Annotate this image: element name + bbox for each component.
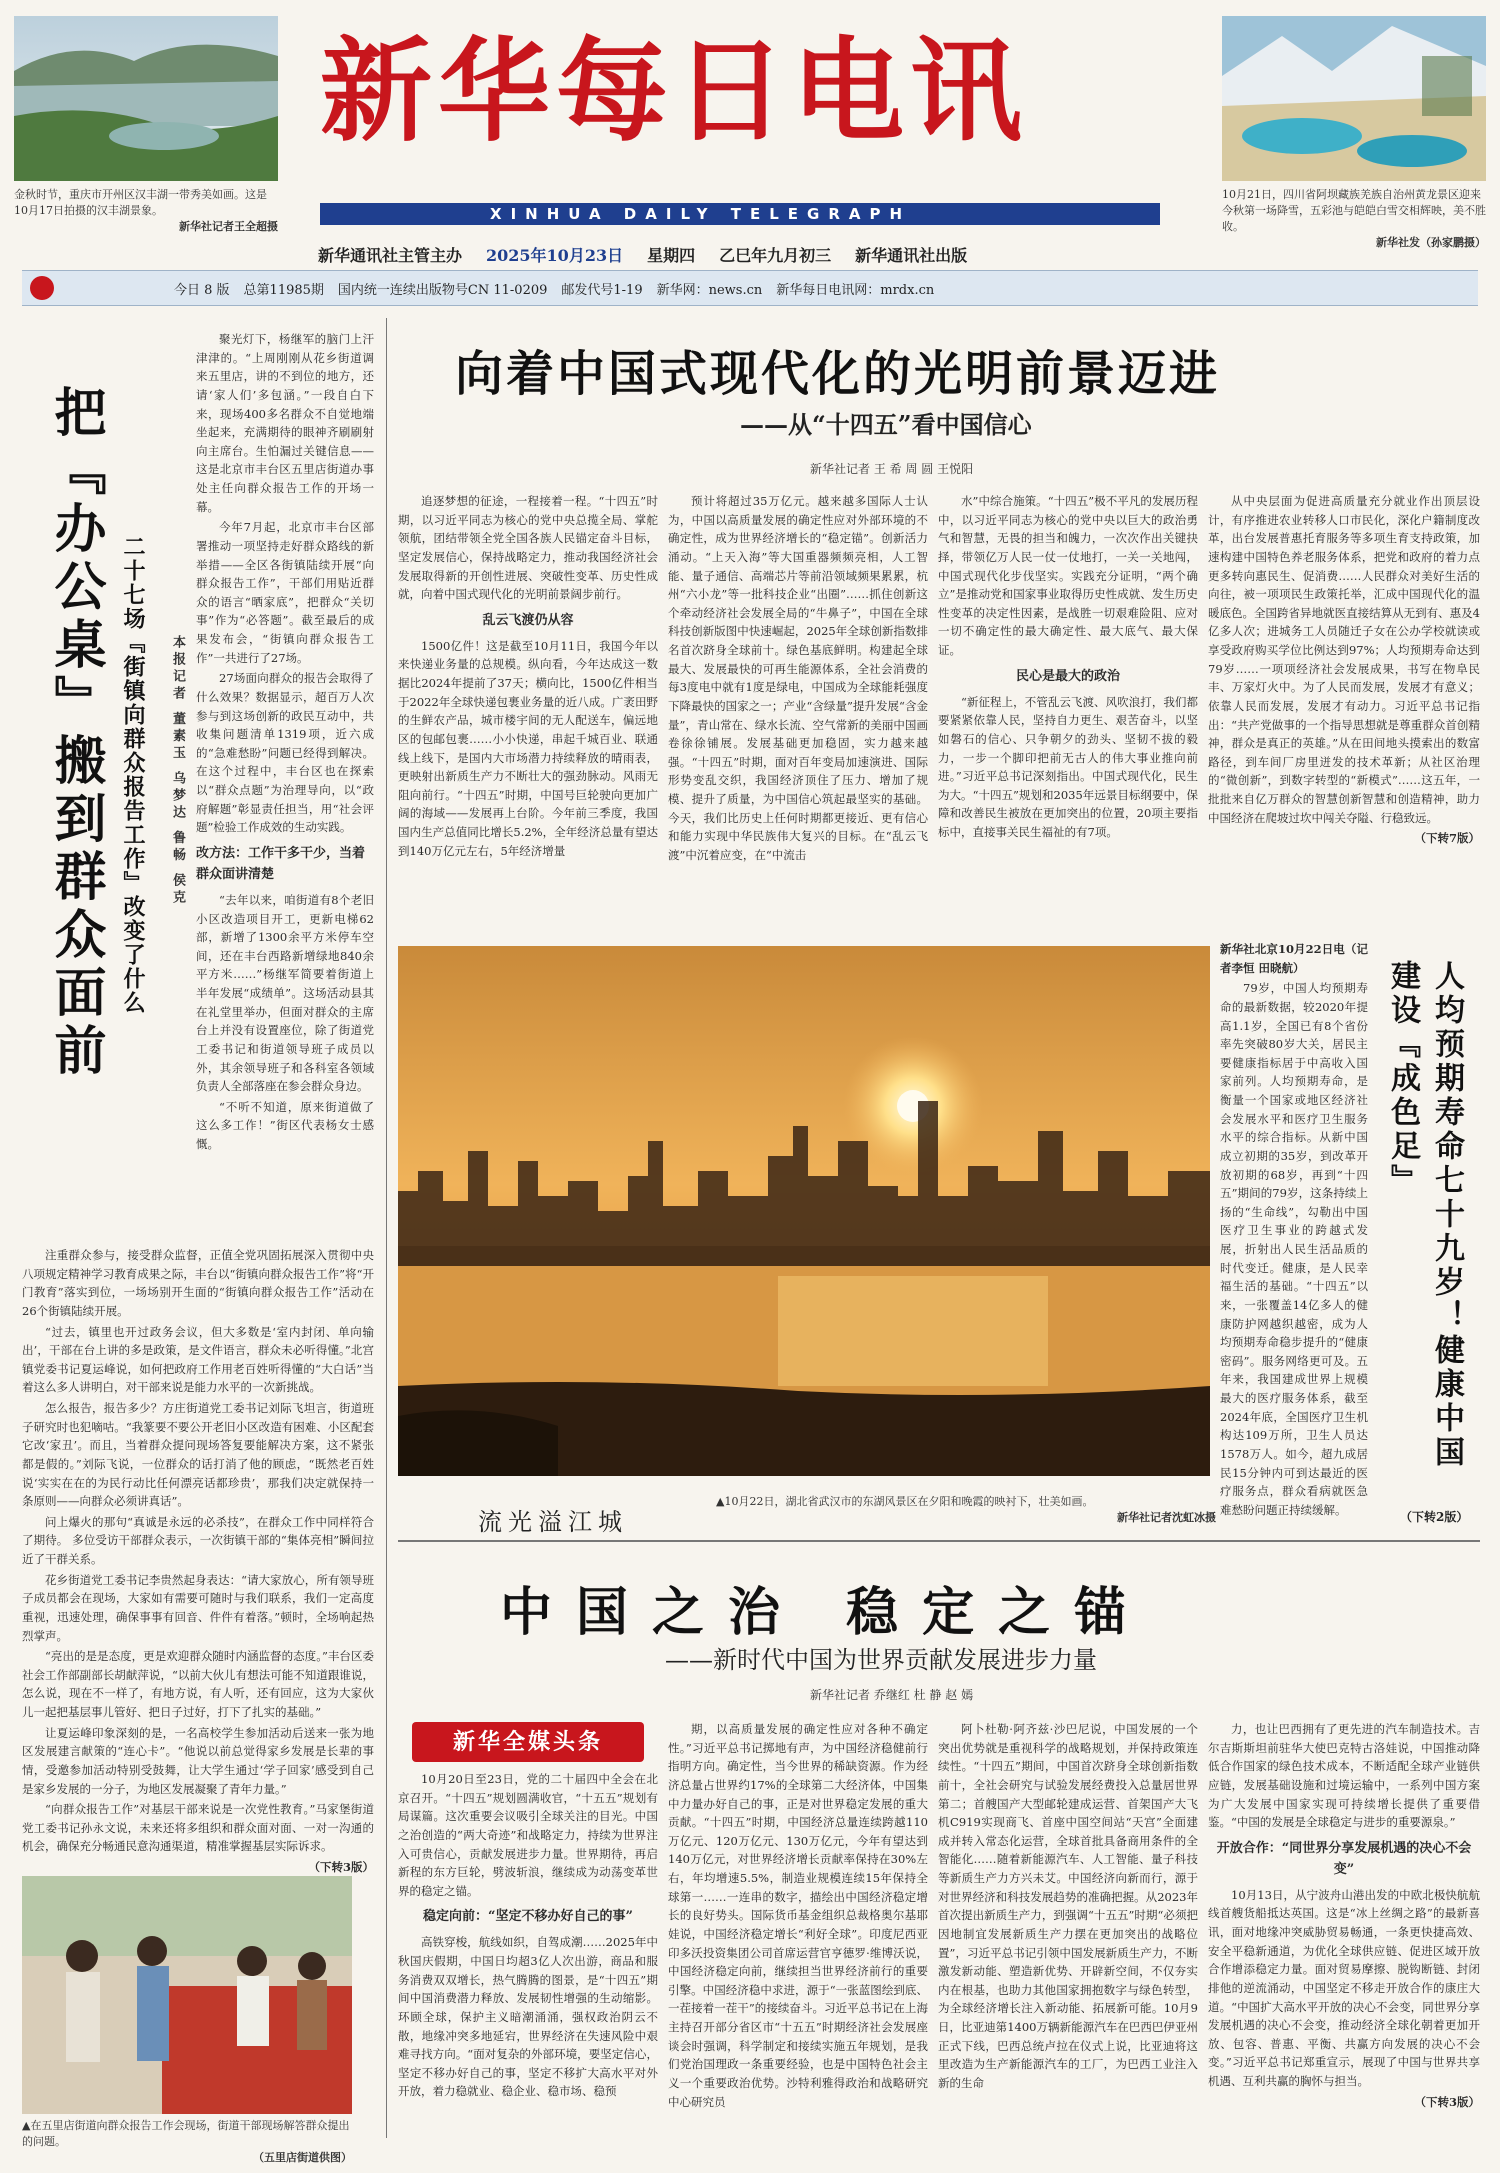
site-news[interactable]: 新华网：news.cn <box>656 282 763 298</box>
lead-column-1: 追逐梦想的征途，一程接着一程。“十四五”时期，以习近平同志为核心的党中央总揽全局、掌舵领航，团结带领全党全国各族人民锚定奋斗目标，坚定发展信心，保持战略定力，推动我国经济社会发展取得新的开创性进展、突破性变革、历史性成就，向着中国式现代化的光明前景阔步前行。 乱云飞渡仍从容 1500亿件！这是截至10月11日，我国今年以来快递业务量的总规模。纵向看，今年达成这一数据比2024年提前了37天；横向比，1500亿件相当于2022年全球快递包裹业务量的近八成。广袤田野的生鲜农产品，城市楼宇间的无人配送车，偏远地区的包邮包裹……小小快递，串起千城百业、联通线上线下，是国内大市场潜力持续释放的晴雨表，更映射出新质生产力不断壮大的强劲脉动。风雨无阻向前行。“十四五”时期，中国号巨轮驶向更加广阔的海域——发展再上台阶。今年前三季度，我国国内生产总值同比增长5.2%，全年经济总量有望达到140万亿元左右，5年经济增量 <box>398 494 658 858</box>
main-photo <box>398 946 1210 1476</box>
anchor-bylines: 新华社记者 乔继红 杜 静 赵 嫣 <box>810 1688 974 1702</box>
left-story-subtitle: 二十七场『街镇向群众报告工作』改变了什么 <box>120 535 146 1015</box>
sunset-city-image <box>398 946 1210 1476</box>
snow-pools-image <box>1222 16 1486 181</box>
life-story-lead: 新华社北京10月22日电（记者李恒 田晓航） <box>1220 942 1368 975</box>
anchor-subhead-1: 稳定向前：“坚定不移办好自己的事” <box>423 1909 633 1925</box>
publisher: 新华通讯社出版 <box>855 246 968 265</box>
site-mrdx[interactable]: 新华每日电讯网：mrdx.cn <box>776 282 935 298</box>
anchor-column-4: 力，也让巴西拥有了更先进的汽车制造技术。吉尔吉斯斯坦前驻华大使巴克特古洛娃说，中国推动降低合作国家的绿色技术成本，不断适配全球产业链供应链，发展基础设施和过境运输中，一系列中国方案为广大发展中国家实现可持续增长提供了重要借鉴。“中国的发展是全球稳定与进步的重要源泉。” 开放合作：“同世界分享发展机遇的决心不会变” 10月13日，从宁波舟山港出发的中欧北极快航航线首艘货船抵达英国。这是“冰上丝绸之路”的最新喜讯，面对地缘冲突威胁贸易畅通，一条更快捷高效、安全平稳新通道，为优化全球供应链、促进区域开放合作增添稳定力量。面对贸易摩擦、脱钩断链、封闭排他的逆流涌动，中国坚定不移走开放合作的康庄大道。“中国扩大高水平开放的决心不会变，同世界分享发展机遇的决心不会变，推动经济全球化朝着更加开放、包容、普惠、平衡、共赢方向发展的决心不会变。”习近平总书记郑重宣示，展现了中国与世界共享机遇、互利共赢的胸怀与担当。 （下转3版） <box>1208 1720 1480 2165</box>
photo-caption: ▲10月22日，湖北省武汉市的东湖风景区在夕阳和晚霞的映衬下，壮美如画。 新华社记者沈虹冰摄 <box>716 1495 1216 1524</box>
lead-subhead-3: 民心是最大的政治 <box>1015 668 1120 684</box>
life-story-turn: （下转2版） <box>1400 1510 1469 1524</box>
section-divider <box>398 1540 1480 1542</box>
left-photo-caption: ▲在五里店街道向群众报告工作会现场，街道干部现场解答群众提出的问题。 （五里店街道供图） <box>22 2119 352 2164</box>
anchor-column-3: 阿卜杜勒·阿齐兹·沙巴尼说，中国发展的一个突出优势就是重视科学的战略规划，并保持政策连续性。“十四五”期间，中国首次跻身全球创新指数前十，全社会研究与试验发展经费投入总量居世界第二；首艘国产大型邮轮建成运营、首架国产大飞机C919实现商飞、首座中国空间站“天宫”全面建成并转入常态化运营，全球首批具备商用条件的全智能化……随着新能源汽车、人工智能、量子科技等新质生产力方兴未艾。中国经济向新而行，源于对世界经济和科技发展趋势的准确把握。从2023年首次提出新质生产力，到强调“十五五”时期“必须把因地制宜发展新质生产力摆在更加突出的战略位置”，习近平总书记引领中国发展新质生产力，不断激发新动能、塑造新优势、开辟新空间，不仅夯实内在根基，也助力其他国家拥抱数字与绿色转型，为全球经济增长注入新动能、拓展新可能。10月9日，比亚迪第1400万辆新能源汽车在巴西巴伊亚州正式下线，巴西总统卢拉在仪式上说，比亚迪将这里改造为生产新能源汽车的工厂，为巴西工业注入新的生命 <box>938 1722 1198 2090</box>
postal-code: 邮发代号1-19 <box>561 282 643 298</box>
masthead-title: 新华每日电讯 <box>320 26 1028 157</box>
anchor-column-1: 10月20日至23日，党的二十届四中全会在北京召开。“十四五”规划圆满收官，“十五五”规划有局谋篇。这次重要会议吸引全球关注的目光。中国之治创造的“两大奇迹”和战略定力，持续为世界注入可贵信心，贡献发展进步力量。世界期待，再启新程的东方巨轮，劈波斩浪，继续成为动荡变革世界的稳定之锚。 稳定向前：“坚定不移办好自己的事” 高铁穿梭，航线如织，自驾成潮……2025年中秋国庆假期，中国日均超3亿人次出游，商品和服务消费双双增长，热气腾腾的图景，是“十四五”期间中国消费潜力释放、发展韧性增强的生动缩影。环顾全球，保护主义暗潮涌涌，强权政治阴云不散，地缘冲突多地延宕，世界经济在失速风险中艰难寻找方向。“面对复杂的外部环境，要坚定信心，坚定不移办好自己的事，坚定不移扩大高水平对外开放，着力稳就业、稳企业、稳市场、稳预 <box>398 1772 658 2099</box>
lead-column-2: 预计将超过35万亿元。越来越多国际人士认为，中国以高质量发展的确定性应对外部环境的不确定性，成为世界经济增长的“稳定锚”。创新活力涌动。“上天入海”等大国重器频频亮相，人工智能、量子通信、高端芯片等前沿领域频果累累，杭州“六小龙”等一批科技企业“出圈”……抓住创新这个牵动经济社会发展全局的“牛鼻子”，中国在全球科技创新版图中快速崛起，2025年全球创新指数排名首次跻身全球前十。绿色基底鲜明。构建起全球最大、发展最快的可再生能源体系，全社会消费的每3度电中就有1度是绿电，中国成为全球能耗强度下降最快的国家之一；产业“含绿量”提升发展“含金量”，青山常在、绿水长流、空气常新的美丽中国画卷徐徐铺展。发展基础更加稳固，实力越来越强。“十四五”时期，面对百年变局加速演进、国际形势变乱交织，我国经济顶住了压力、增加了规模、提升了质量，为中国信心筑起最坚实的基础。今天，我们比历史上任何时期都更接近、更有信心和能力实现中华民族伟大复兴的目标。在“乱云飞渡”中沉着应变，在“中流击 <box>668 494 928 862</box>
issue-date: 2025年10月23日 <box>486 246 624 265</box>
anchor-subhead-4: 开放合作：“同世界分享发展机遇的决心不会变” <box>1216 1840 1472 1877</box>
anchor-subheadline: ——新时代中国为世界贡献发展进步力量 <box>665 1646 1097 1674</box>
anchor-turn: （下转3版） <box>1414 2094 1480 2109</box>
photo-title: 流光溢江城 <box>478 1508 628 1536</box>
lead-headline: 向着中国式现代化的光明前景迈进 <box>455 346 1221 402</box>
anchor-headline: 中国之治 稳定之锚 <box>500 1582 1151 1643</box>
cn-number: 国内统一连续出版物号CN 11-0209 <box>337 282 548 298</box>
lead-bylines: 新华社记者 王 希 周 圆 王悦阳 <box>810 462 974 476</box>
life-story-title: 人均预期寿命七十九岁！健康中国建设『成色足』 <box>1385 960 1464 1470</box>
ear-left-caption: 金秋时节，重庆市开州区汉丰湖一带秀美如画。这是10月17日拍摄的汉丰湖景象。 新华社记者王全超摄 <box>14 188 278 233</box>
ear-right-caption: 10月21日，四川省阿坝藏族羌族自治州黄龙景区迎来今秋第一场降雪，五彩池与皑皑白雪交相辉映，美不胜收。 新华社发（孙家鹏摄） <box>1222 188 1486 249</box>
masthead-meta <box>318 243 1218 266</box>
left-story-lower-column: 注重群众参与，接受群众监督，正值全党巩固拓展深入贯彻中央八项规定精神学习教育成果之际，丰台以“街镇向群众报告工作”将“开门教育”落实到位，一场场别开生面的“街镇向群众报告工作”活动在26个街镇陆续开展。 “过去，镇里也开过政务会议，但大多数是‘室内封闭、单向输出’，干部在台上讲的多是政策，是文件语言，群众未必听得懂。”北宫镇党委书记夏运峰说，如何把政府工作用老百姓听得懂的“大白话”当着这么多人讲明白，对干部来说是能力水平的一次新挑战。 怎么报告，报告多少？方庄街道党工委书记刘际飞坦言，街道班子研究时也犯嘀咕。“我篆要不要公开老旧小区改造有困难、小区配套它改‘家丑’。而且，当着群众提问现场答复要能解决方案，这不紧张都是假的。”刘际飞说，一位群众的话打消了他的顾虑，“既然老百姓说‘实实在在的为民行动比任何漂亮话都珍贵’，那我们决定就保持一条原则——向群众必须讲真话”。 问上爆火的那句“真诚是永远的必杀技”，在群众工作中同样符合了期待。 多位受访干部群众表示，一次街镇干部的“集体亮相”瞬间拉近了干群关系。 花乡街道党工委书记李贵然起身表达：“请大家放心，所有领导班子成员都会在现场，大家如有需要可随时与我们联系，我们一定高度重视，迅速处理，确保事事有回音、件件有着落。”顿时，全场响起热烈掌声。 “亮出的是是态度，更是欢迎群众随时内涵监督的态度。”丰台区委社会工作部副部长胡献萍说，“以前大伙儿有想法可能不知道跟谁说，怎么说，现在不一样了，有地方说，有人听，还有回应，这为大家伙儿一起把基层事儿管好、把日子过好，打下了扎实的基础。” 让夏运峰印象深刻的是，一名高校学生参加活动后送来一张为地区发展建言献策的“连心卡”。“他说以前总觉得家乡发展是长辈的事情，受邀参加活动特别受鼓舞，让大学生通过‘学子回家’感受到自己是家乡发展的一分子，为地区发展凝聚了青年力量。” “向群众报告工作”对基层干部来说是一次党性教育。”马家堡街道党工委书记孙永文说，未来还将多组织和群众面对面、一对一沟通的机会，确保充分畅通民意沟通渠道，精准掌握基层实际诉求。 （下转3版） <box>22 1246 374 1866</box>
issue-number: 总第11985期 <box>243 282 324 298</box>
weekday: 星期四 <box>647 246 696 265</box>
left-story-photo <box>22 1876 352 2114</box>
left-story-title: 把『办公桌』搬到群众面前 <box>45 385 106 1081</box>
left-story-top-column: 聚光灯下，杨继军的脑门上汗津津的。“上周刚刚从花乡街道调来五里店，讲的不到位的地方，还请‘家人们’多包涵。”一段自白下来，现场400多名群众不自觉地端坐起来，充满期待的眼神齐刷刷射向主席台。生怕漏过关键信息——这是北京市丰台区五里店街道办事处主任向群众报告工作的开场一幕。 今年7月起，北京市丰台区部署推动一项坚持走好群众路线的新举措——全区各街镇陆续开展“向群众报告工作”，干部们用贴近群众的语言“晒家底”，把群众“关切事”作为“必答题”。截至最后的成果发布会，“街镇向群众报告工作”一共进行了27场。 27场面向群众的报告会取得了什么效果？数据显示，超百万人次参与到这场创新的政民互动中，共收集问题清单1319项，近六成的“急难愁盼”问题已经得到解决。在这个过程中，丰台区也在探索以“群众点题”为治理导向，以“政府解题”彰显责任担当，用“社会评题”检验工作成效的生动实践。 改方法：工作干多干少，当着群众面讲清楚 “去年以来，咱街道有8个老旧小区改造项目开工，更新电梯62部，新增了1300余平方米停车空间，还在丰台西路新增绿地840余平方米……”杨继军简要着街道上半年发展“成绩单”。这场活动县其在礼堂里举办，但面对群众的主席台上并没有设置座位，除了街道党工委书记和街道领导班子成员以外，其余领导班子和各科室各领域负责人全部落座在参会群众身边。 “不听不知道，原来街道做了这么多工作！”街区代表杨女士感慨。 <box>196 332 374 1152</box>
lead-turn: （下转7版） <box>1414 831 1480 846</box>
xinhua-logo-icon <box>30 276 54 300</box>
left-story-turn: （下转3版） <box>308 1860 374 1874</box>
left-story-reporters: 本报记者 董素玉 乌梦达 鲁畅 侯克 <box>170 635 185 908</box>
lake-landscape-image <box>14 16 278 181</box>
lunar-date: 乙巳年九月初三 <box>719 246 832 265</box>
lead-subheadline: ——从“十四五”看中国信心 <box>740 410 1032 439</box>
lead-subhead-1: 乱云飞渡仍从容 <box>482 612 574 628</box>
headline-badge: 新华全媒头条 <box>412 1722 644 1762</box>
ear-left-photo <box>14 16 278 181</box>
life-story-column: 新华社北京10月22日电（记者李恒 田晓航） 79岁，中国人均预期寿命的最新数据，较2020年提高1.1岁，全国已有8个省份率先突破80岁大关，居民主要健康指标居于中高收入国家前列。人均预期寿命，是衡量一个国家或地区经济社会发展水平和医疗卫生服务水平的综合指标。从新中国成立初期的35岁，到改革开放初期的68岁，再到“十四五”期间的79岁，这条持续上扬的“生命线”，勾勒出中国医疗卫生事业的跨越式发展，折射出人民生活品质的时代变迁。健康，是人民幸福生活的基础。“十四五”以来，一张覆盖14亿多人的健康防护网越织越密，成为人均预期寿命稳步提升的“健康密码”。服务网络更可及。五年来，我国建成世界上规模最大的医疗服务体系，截至2024年底，全国医疗卫生机构达109万所，卫生人员达1578万人。如今，超九成居民15分钟内可到达最近的医疗服务点，群众看病就医急难愁盼问题正持续缓解。 <box>1220 942 1368 1517</box>
page-count: 今日 8 版 <box>174 282 230 298</box>
masthead-english: XINHUA DAILY TELEGRAPH <box>490 205 912 223</box>
masthead <box>320 28 1180 228</box>
lead-column-3: 水”中综合施策。“十四五”极不平凡的发展历程中，以习近平同志为核心的党中央以巨大的政治勇气和智慧，无畏的担当和魄力，一次次作出关键抉择，带领亿万人民一仗一仗地打，一关一关地闯，中国式现代化步伐坚实。实践充分证明，“两个确立”是推动党和国家事业取得历史性成就、发生历史性变革的决定性因素，是战胜一切艰难险阻、应对一切不确定性的最大确定性、最大底气、最大保证。 民心是最大的政治 “新征程上，不管乱云飞渡、风吹浪打，我们都要紧紧依靠人民，坚持自力更生、艰苦奋斗，以坚如磐石的信心、只争朝夕的劲头、坚韧不拔的毅力，一步一个脚印把前无古人的伟大事业推向前进。”习近平总书记深刻指出。中国式现代化，民生为大。“十四五”规划和2035年远景目标纲要中，保障和改善民生被放在更加突出的位置，20项主要指标中，直接事关民生福祉的有7项。 <box>938 494 1198 840</box>
column-rule-left <box>386 318 387 2138</box>
ear-right-photo <box>1222 16 1486 181</box>
lead-column-4: 从中央层面为促进高质量充分就业作出顶层设计，有序推进农业转移人口市民化，深化户籍制度改革，出台发展普惠托育服务等多项生育支持政策，加速构建中国特色养老服务体系，把党和政府的着力点更多转向惠民生、促消费……人民群众对美好生活的向往，被一项项民生政策托举，汇成中国现代化的温暖底色。全国跨省异地就医直接结算从无到有、惠及4亿多人次；进城务工人员随迁子女在公办学校就读或享受政府购买学位比例达到97%；人均预期寿命达到79岁……一项项经济社会发展成果，书写在物阜民丰、万家灯火中。为了人民而发展，发展才有意义；依靠人民而发展，发展才有动力。习近平总书记指出：“共产党做事的一个指导思想就是尊重群众首创精神，群众是真正的英雄。”从在田间地头摸索出的数富路径，到车间厂房里迸发的技术革新；从社区治理的“微创新”，到数字转型的“新模式”……这五年，一批批来自亿万群众的智慧创新智慧和创造精神，助力中国经济在爬坡过坎中闯关夺隘、行稳致远。 （下转7版） <box>1208 492 1480 910</box>
info-bar <box>22 270 1478 306</box>
left-subhead: 改方法：工作干多干少，当着群众面讲清楚 <box>196 845 366 882</box>
sponsor: 新华通讯社主管主办 <box>318 246 463 265</box>
meeting-photo-image <box>22 1876 352 2114</box>
anchor-column-2: 期，以高质量发展的确定性应对各种不确定性。”习近平总书记掷地有声，为中国经济稳健前行指明方向。确定性，当今世界的稀缺资源。作为经济总量占世界约17%的全球第二大经济体，中国集中力量办好自己的事，正是对世界稳定发展的重大贡献。“十四五”时期，中国经济总量连续跨越110万亿元、120万亿元、130万亿元，今年有望达到140万亿元，对世界经济增长贡献率保持在30%左右，年均增速5.5%，制造业规模连续15年保持全球第一……一连串的数字，描绘出中国经济稳定增长的良好势头。国际货币基金组织总裁格奥尔基耶娃说，中国经济稳定增长“利好全球”。印度尼西亚印多沃投资集团公司首席运营官亨德罗·维博沃说，中国经济稳定向前，继续担当世界经济前行的重要引擎。中国经济稳中求进，源于“一张蓝图绘到底、一茬接着一茬干”的接续奋斗。习近平总书记在上海主持召开部分省区市“十五五”时期经济社会发展座谈会时强调，科学制定和接续实施五年规划，是我们党治国理政一条重要经验，也是中国特色社会主义一个重要政治优势。沙特利雅得政治和战略研究中心研究员 <box>668 1722 928 2109</box>
